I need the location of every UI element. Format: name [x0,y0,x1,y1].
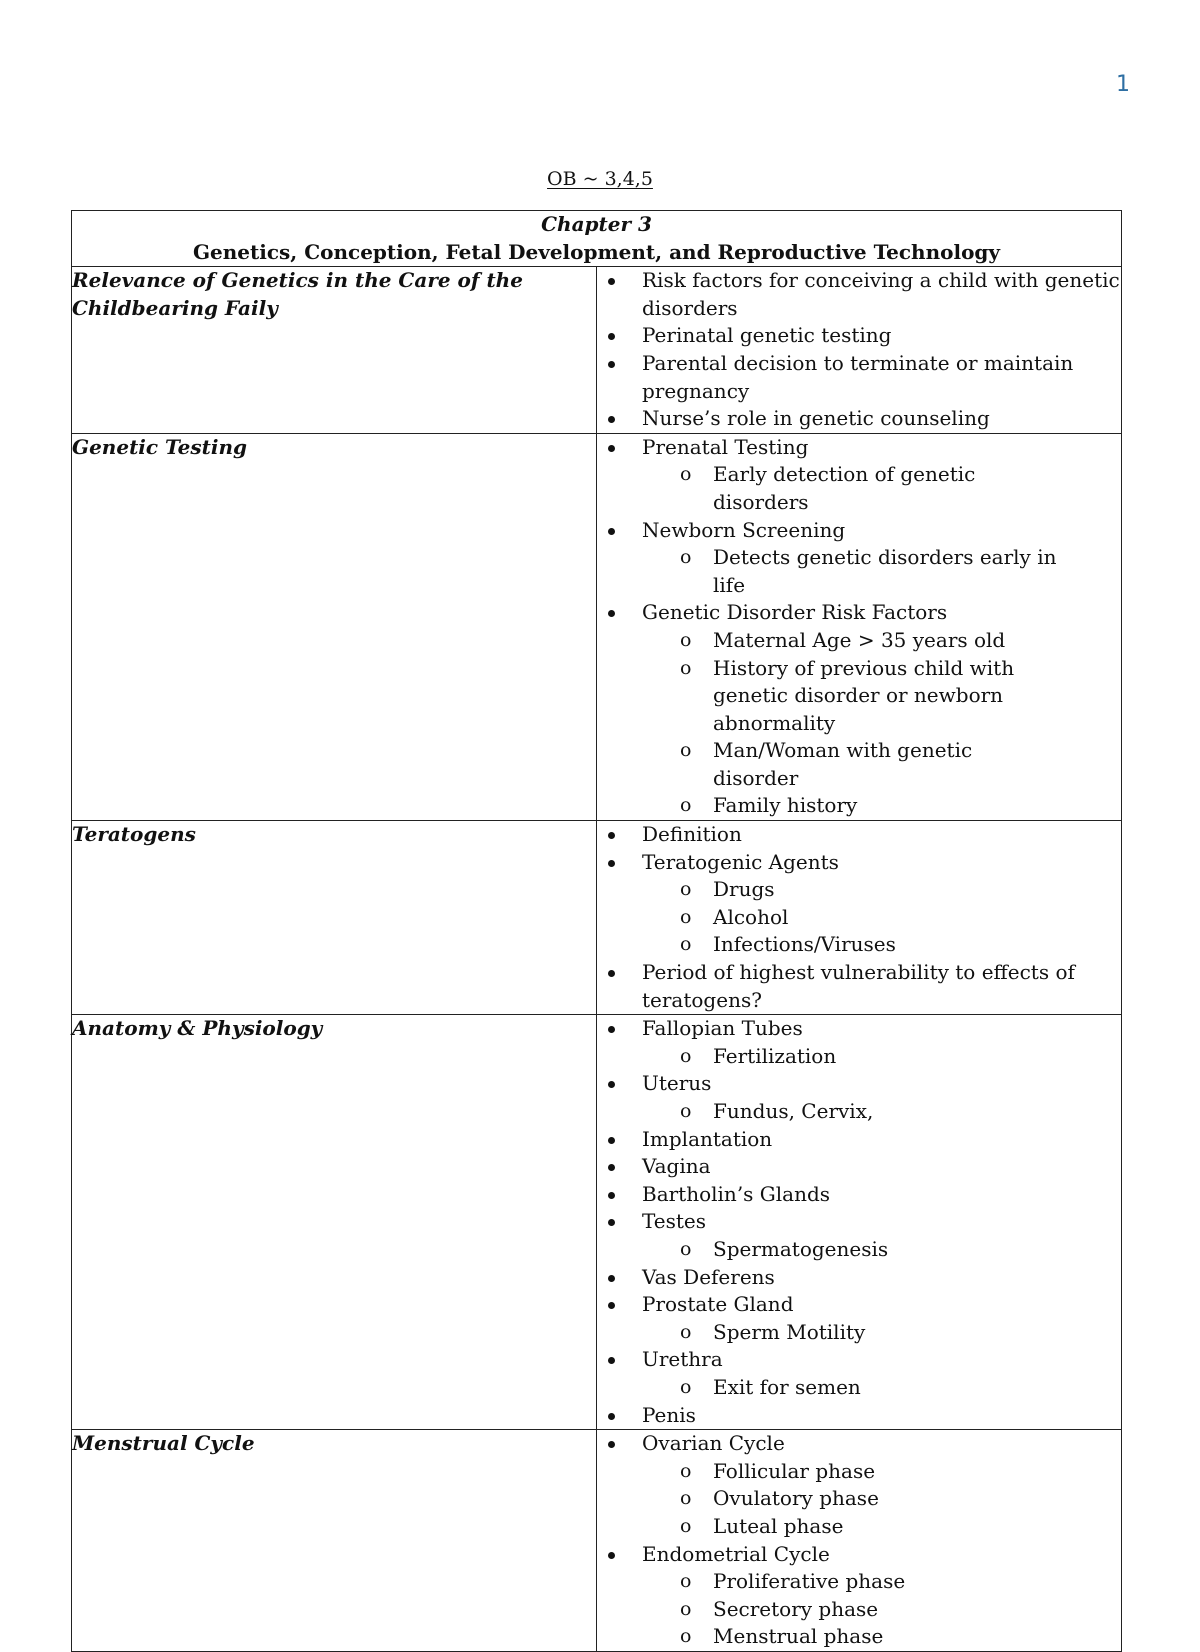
sub-bullet-text: Family history [713,793,858,818]
section-content [597,267,1122,434]
sub-bullet-text: Detects genetic disorders early in life [713,545,1057,597]
section-content [597,433,1122,820]
bullet-text: Teratogenic Agents [642,849,839,874]
bullet-icon [608,361,615,368]
circle-bullet-icon: o [680,1487,692,1510]
chapter-header-row [72,211,1122,267]
bullet-item [597,1291,1121,1346]
sub-bullet-item [642,1043,1121,1071]
circle-bullet-icon: o [680,1625,692,1648]
sub-bullet-item [642,461,1121,516]
sub-bullet-text: History of previous child with genetic disorder or newborn abnormality [713,655,1015,735]
circle-bullet-icon: o [680,933,692,956]
bullet-icon [608,416,615,423]
bullet-item [597,1208,1121,1263]
bullet-icon [608,445,615,452]
chapter-header [72,211,1122,267]
bullet-text: Vas Deferens [642,1264,775,1289]
section-row-relevance-of-genetics-in-the-care-of-the-childbearing-faily [72,267,1122,434]
bullet-text: Genetic Disorder Risk Factors [642,600,948,625]
bullet-item [597,350,1121,405]
sub-bullet-item [642,1319,1121,1347]
section-content [597,1015,1122,1430]
section-row-anatomy-physiology [72,1015,1122,1430]
bullet-icon [608,1275,615,1282]
bullet-list [597,1015,1121,1429]
bullet-item [597,1346,1121,1401]
circle-bullet-icon: o [680,739,692,762]
bullet-list [597,1430,1121,1651]
sub-bullet-item [642,655,1121,738]
sub-bullet-list [642,1236,1121,1264]
bullet-icon [608,860,615,867]
sub-bullet-text: Ovulatory phase [713,1486,879,1511]
bullet-icon [608,1164,615,1171]
bullet-item [597,1430,1121,1540]
bullet-list [597,821,1121,1014]
bullet-text: Fallopian Tubes [642,1016,803,1041]
bullet-icon [608,1026,615,1033]
bullet-icon [608,1441,615,1448]
bullet-text: Ovarian Cycle [642,1431,785,1456]
sub-bullet-item [642,1513,1121,1541]
bullet-text: Implantation [642,1126,773,1151]
sub-bullet-text: Fundus, Cervix, [713,1099,874,1123]
bullet-item [597,434,1121,517]
circle-bullet-icon: o [680,1597,692,1620]
sub-bullet-text: Menstrual phase [713,1624,884,1649]
bullet-text: Prostate Gland [642,1292,794,1317]
bullet-text: Vagina [642,1154,711,1179]
bullet-item [597,322,1121,350]
circle-bullet-icon: o [680,1320,692,1343]
sub-bullet-item [642,544,1121,599]
bullet-item [597,267,1121,322]
sub-bullet-text: Exit for semen [713,1374,861,1399]
sub-bullet-text: Man/Woman with genetic disorder [713,738,973,790]
bullet-item [597,1264,1121,1292]
section-topic: Anatomy & Physiology [72,1015,597,1430]
circle-bullet-icon: o [680,546,692,569]
bullet-text: Parental decision to terminate or maintain pregnancy [642,350,1074,403]
document-title [0,168,1200,190]
bullet-text: Bartholin’s Glands [642,1181,831,1206]
bullet-item [597,1015,1121,1070]
sub-bullet-item [642,627,1121,655]
sub-bullet-item [642,931,1121,959]
bullet-icon [608,1192,615,1199]
bullet-text: Period of highest vulnerability to effects of teratogens? [642,960,1075,1012]
sub-bullet-text: Infections/Viruses [713,932,896,957]
sub-bullet-list [642,544,1121,599]
sub-bullet-list [642,1374,1121,1402]
sections-body [72,267,1122,1652]
bullet-icon [608,1137,615,1144]
sub-bullet-text: Early detection of genetic disorders [713,462,976,514]
bullet-item [597,1402,1121,1430]
bullet-list [597,434,1121,820]
sub-bullet-text: Follicular phase [713,1458,876,1483]
bullet-item [597,599,1121,820]
bullet-icon [608,333,615,340]
chapter-label: Chapter 3 [541,212,652,236]
chapter-title: Genetics, Conception, Fetal Development, and Reproductive Technology [192,239,1001,264]
section-topic: Relevance of Genetics in the Care of the Childbearing Faily [72,267,597,434]
bullet-icon [608,610,615,617]
bullet-icon [608,970,615,977]
bullet-icon [608,1413,615,1420]
bullet-icon [608,1357,615,1364]
sub-bullet-list [642,1319,1121,1347]
bullet-text: Penis [642,1402,696,1427]
sub-bullet-list [642,1043,1121,1071]
sub-bullet-text: Luteal phase [713,1513,844,1538]
sub-bullet-text: Secretory phase [713,1596,879,1621]
bullet-item [597,1181,1121,1209]
circle-bullet-icon: o [680,1237,692,1260]
sub-bullet-list [642,1568,1121,1651]
bullet-item [597,517,1121,600]
bullet-item [597,1126,1121,1154]
bullet-item [597,821,1121,849]
bullet-text: Definition [642,822,742,847]
bullet-item [597,1541,1121,1651]
circle-bullet-icon: o [680,656,692,679]
circle-bullet-icon: o [680,1570,692,1593]
sub-bullet-item [642,1458,1121,1486]
bullet-text: Risk factors for conceiving a child with genetic disorders [642,268,1120,320]
sub-bullet-item [642,792,1121,820]
section-content [597,1430,1122,1652]
circle-bullet-icon: o [680,905,692,928]
sub-bullet-text: Fertilization [713,1043,837,1068]
bullet-icon [608,528,615,535]
bullet-text: Newborn Screening [642,517,846,542]
bullet-icon [608,1219,615,1226]
circle-bullet-icon: o [680,1100,692,1122]
sub-bullet-text: Maternal Age > 35 years old [713,627,1006,652]
sub-bullet-item [642,876,1121,904]
sub-bullet-item [642,1374,1121,1402]
sub-bullet-item [642,1623,1121,1651]
section-topic: Genetic Testing [72,433,597,820]
bullet-text: Endometrial Cycle [642,1541,830,1566]
sub-bullet-text: Proliferative phase [713,1569,906,1594]
circle-bullet-icon: o [680,463,692,486]
circle-bullet-icon: o [680,794,692,817]
sub-bullet-item [642,1568,1121,1596]
bullet-text: Nurse’s role in genetic counseling [642,406,990,431]
bullet-text: Urethra [642,1347,723,1372]
bullet-item [597,1153,1121,1181]
section-row-teratogens [72,821,1122,1015]
section-row-genetic-testing [72,433,1122,820]
document-title-text: OB ~ 3,4,5 [547,168,653,190]
sub-bullet-list [642,461,1121,516]
bullet-icon [608,1081,615,1088]
bullet-item [597,849,1121,959]
bullet-icon [608,278,615,285]
bullet-text: Prenatal Testing [642,434,809,459]
section-topic: Teratogens [72,821,597,1015]
sub-bullet-text: Alcohol [713,904,789,929]
sub-bullet-text: Sperm Motility [713,1319,866,1344]
sub-bullet-list [642,1098,1121,1126]
circle-bullet-icon: o [680,1459,692,1482]
bullet-text: Uterus [642,1071,712,1096]
circle-bullet-icon: o [680,628,692,651]
circle-bullet-icon: o [680,878,692,901]
section-content [597,821,1122,1015]
sub-bullet-list [642,1458,1121,1541]
sub-bullet-item [642,1098,1121,1126]
sub-bullet-item [642,1485,1121,1513]
circle-bullet-icon: o [680,1375,692,1398]
bullet-item [597,1070,1121,1125]
sub-bullet-item [642,737,1121,792]
sub-bullet-list [642,627,1121,820]
sub-bullet-text: Spermatogenesis [713,1236,889,1261]
bullet-icon [608,832,615,839]
sub-bullet-item [642,1236,1121,1264]
bullet-icon [608,1302,615,1309]
chapter-outline-table [71,210,1122,1652]
bullet-item [597,959,1121,1014]
sub-bullet-text: Drugs [713,877,775,902]
circle-bullet-icon: o [680,1044,692,1067]
circle-bullet-icon: o [680,1514,692,1537]
sub-bullet-item [642,904,1121,932]
sub-bullet-list [642,876,1121,959]
page-number: 1 [1116,72,1130,97]
bullet-text: Perinatal genetic testing [642,323,892,348]
bullet-item [597,405,1121,433]
sub-bullet-item [642,1596,1121,1624]
bullet-text: Testes [642,1209,707,1234]
section-row-menstrual-cycle [72,1430,1122,1652]
section-topic: Menstrual Cycle [72,1430,597,1652]
bullet-list [597,267,1121,433]
